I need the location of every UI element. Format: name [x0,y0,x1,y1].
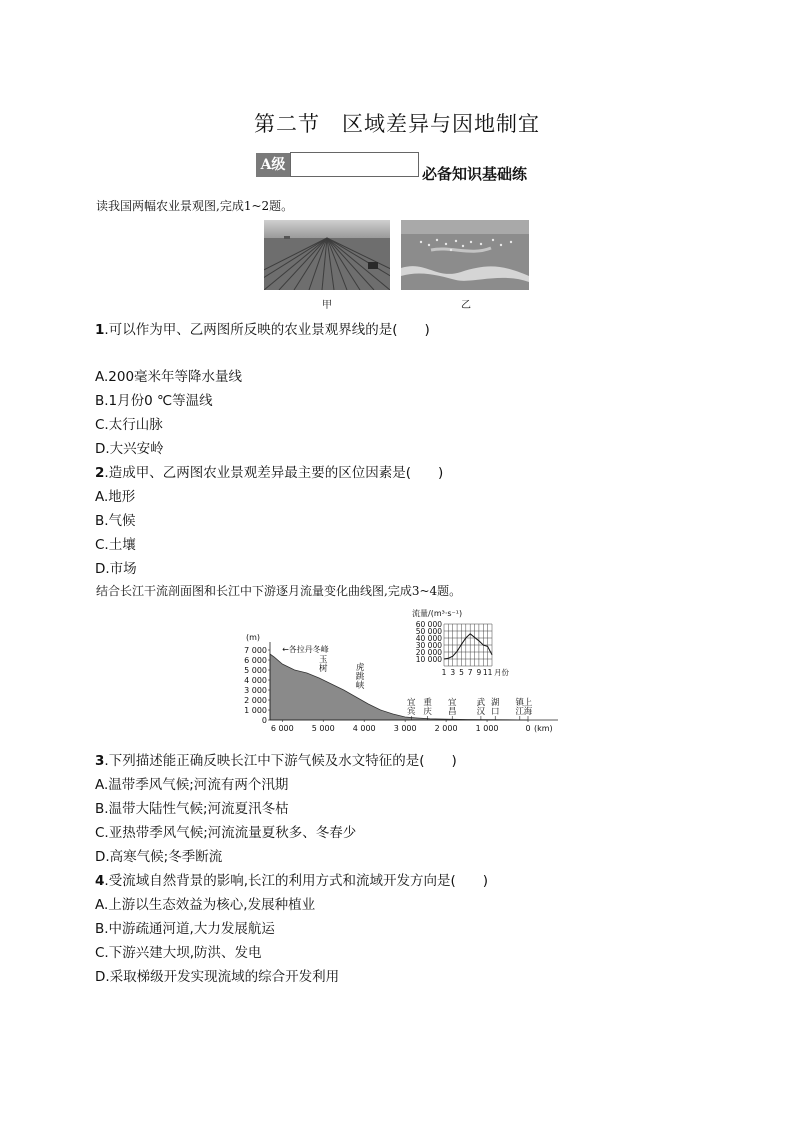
profile-annotation-label: 宜 [407,698,416,708]
question-number: 1 [95,322,105,338]
photo-farmland [264,220,390,290]
profile-annotation-label: 武 [476,698,486,708]
option: A.温带季风气候;河流有两个汛期 [95,777,289,793]
photo-grassland [401,220,529,290]
profile-annotation-label: 镇 [515,698,525,708]
flow-x-tick-label: 5 [459,668,464,677]
profile-annotation-label: 树 [318,664,328,674]
profile-annotation-label: 宜 [447,698,457,708]
profile-annotation-label: 江 [515,707,525,717]
profile-y-tick-label: 7 000 [244,646,267,655]
flow-y-label: 流量/(m³·s⁻¹) [412,609,463,618]
profile-annotation-label: 上 [523,698,533,708]
flow-y-tick-label: 60 000 [415,620,442,629]
option: B.温带大陆性气候;河流夏汛冬枯 [95,801,289,817]
flow-y-tick-label: 20 000 [415,648,442,657]
question-number: 4 [95,873,105,889]
photo-label-right: 乙 [461,300,471,311]
profile-x-tick-label: 0 [525,724,531,733]
profile-y-tick-label: 2 000 [244,696,267,705]
profile-annotation-label: 庆 [423,707,432,717]
question-3 [95,749,457,769]
profile-x-tick-label: 4 000 [352,724,376,733]
profile-x-label: (km) [534,724,553,733]
profile-y-tick-label: 3 000 [244,686,267,695]
option: C.下游兴建大坝,防洪、发电 [95,945,262,961]
page-title: 第二节 区域差异与因地制宜 [254,112,540,136]
profile-x-tick-label: 6 000 [270,724,294,733]
profile-annotation-label: 汉 [476,707,486,717]
flow-x-tick-label: 3 [450,668,456,677]
question-1 [95,318,430,338]
option: C.太行山脉 [95,417,163,433]
intro-text-1: 读我国两幅农业景观图,完成1~2题。 [96,199,294,213]
yangtze-charts [236,604,566,740]
level-label: 必备知识基础练 [422,165,528,183]
question-2 [95,461,443,481]
option: B.1月份0 ℃等温线 [95,393,213,409]
question-4 [95,869,488,889]
profile-annotation-label: 重 [423,698,432,708]
profile-x-tick-label: 2 000 [434,724,458,733]
profile-annotation-label: 口 [490,707,500,717]
option: B.气候 [95,513,136,529]
option: D.大兴安岭 [95,441,164,457]
flow-x-tick-label: 1 [441,668,447,677]
option: D.高寒气候;冬季断流 [95,849,223,865]
question-text: .造成甲、乙两图农业景观差异最主要的区位因素是( ) [104,465,444,481]
option: C.亚热带季风气候;河流流量夏秋多、冬春少 [95,825,357,841]
question-text: .受流域自然背景的影响,长江的利用方式和流域开发方向是( ) [104,873,489,889]
profile-annotation-label: 峡 [355,681,365,691]
profile-annotation-label: 虎 [355,663,365,673]
option: A.200毫米年等降水量线 [95,369,243,385]
profile-annotation-label: 宾 [407,707,416,717]
level-badge: A级 [256,153,290,177]
profile-y-tick-label: 6 000 [244,656,267,665]
yangtze-chart-svg [236,604,566,740]
profile-y-tick-label: 1 000 [244,706,267,715]
profile-annotation-label: 玉 [318,655,328,665]
flow-line [444,634,492,659]
option: A.上游以生态效益为核心,发展种植业 [95,897,316,913]
option: D.采取梯级开发实现流域的综合开发利用 [95,969,340,985]
profile-annotation-label: 海 [523,707,533,717]
question-number: 2 [95,465,105,481]
option: D.市场 [95,561,137,577]
profile-annotation-label: ←各拉丹冬峰 [282,645,329,654]
option: A.地形 [95,489,136,505]
option: B.中游疏通河道,大力发展航运 [95,921,275,937]
flow-x-tick-label: 9 [476,668,482,677]
option: C.土壤 [95,537,136,553]
flow-x-label: 月份 [494,668,509,677]
flow-y-tick-label: 50 000 [415,627,442,636]
profile-y-tick-label: 0 [261,716,267,725]
profile-area [270,654,528,720]
profile-x-tick-label: 3 000 [393,724,417,733]
profile-annotation-label: 跳 [355,672,365,682]
flow-y-tick-label: 10 000 [415,655,442,664]
flow-x-tick-label: 7 [467,668,473,677]
profile-y-label: (m) [246,633,261,642]
profile-y-tick-label: 5 000 [244,666,267,675]
profile-annotation-label: 昌 [447,707,457,717]
intro-text-2: 结合长江干流剖面图和长江中下游逐月流量变化曲线图,完成3~4题。 [96,584,462,598]
flow-y-tick-label: 40 000 [415,634,442,643]
flow-x-tick-label: 11 [482,668,493,677]
question-text: .下列描述能正确反映长江中下游气候及水文特征的是( ) [104,753,457,769]
profile-annotation-label: 湖 [490,698,500,708]
profile-y-tick-label: 4 000 [244,676,267,685]
score-box [290,152,419,177]
profile-x-tick-label: 1 000 [475,724,499,733]
photo-label-left: 甲 [322,300,332,311]
question-number: 3 [95,753,105,769]
question-text: .可以作为甲、乙两图所反映的农业景观界线的是( ) [104,322,430,338]
profile-x-tick-label: 5 000 [311,724,335,733]
flow-y-tick-label: 30 000 [415,641,442,650]
